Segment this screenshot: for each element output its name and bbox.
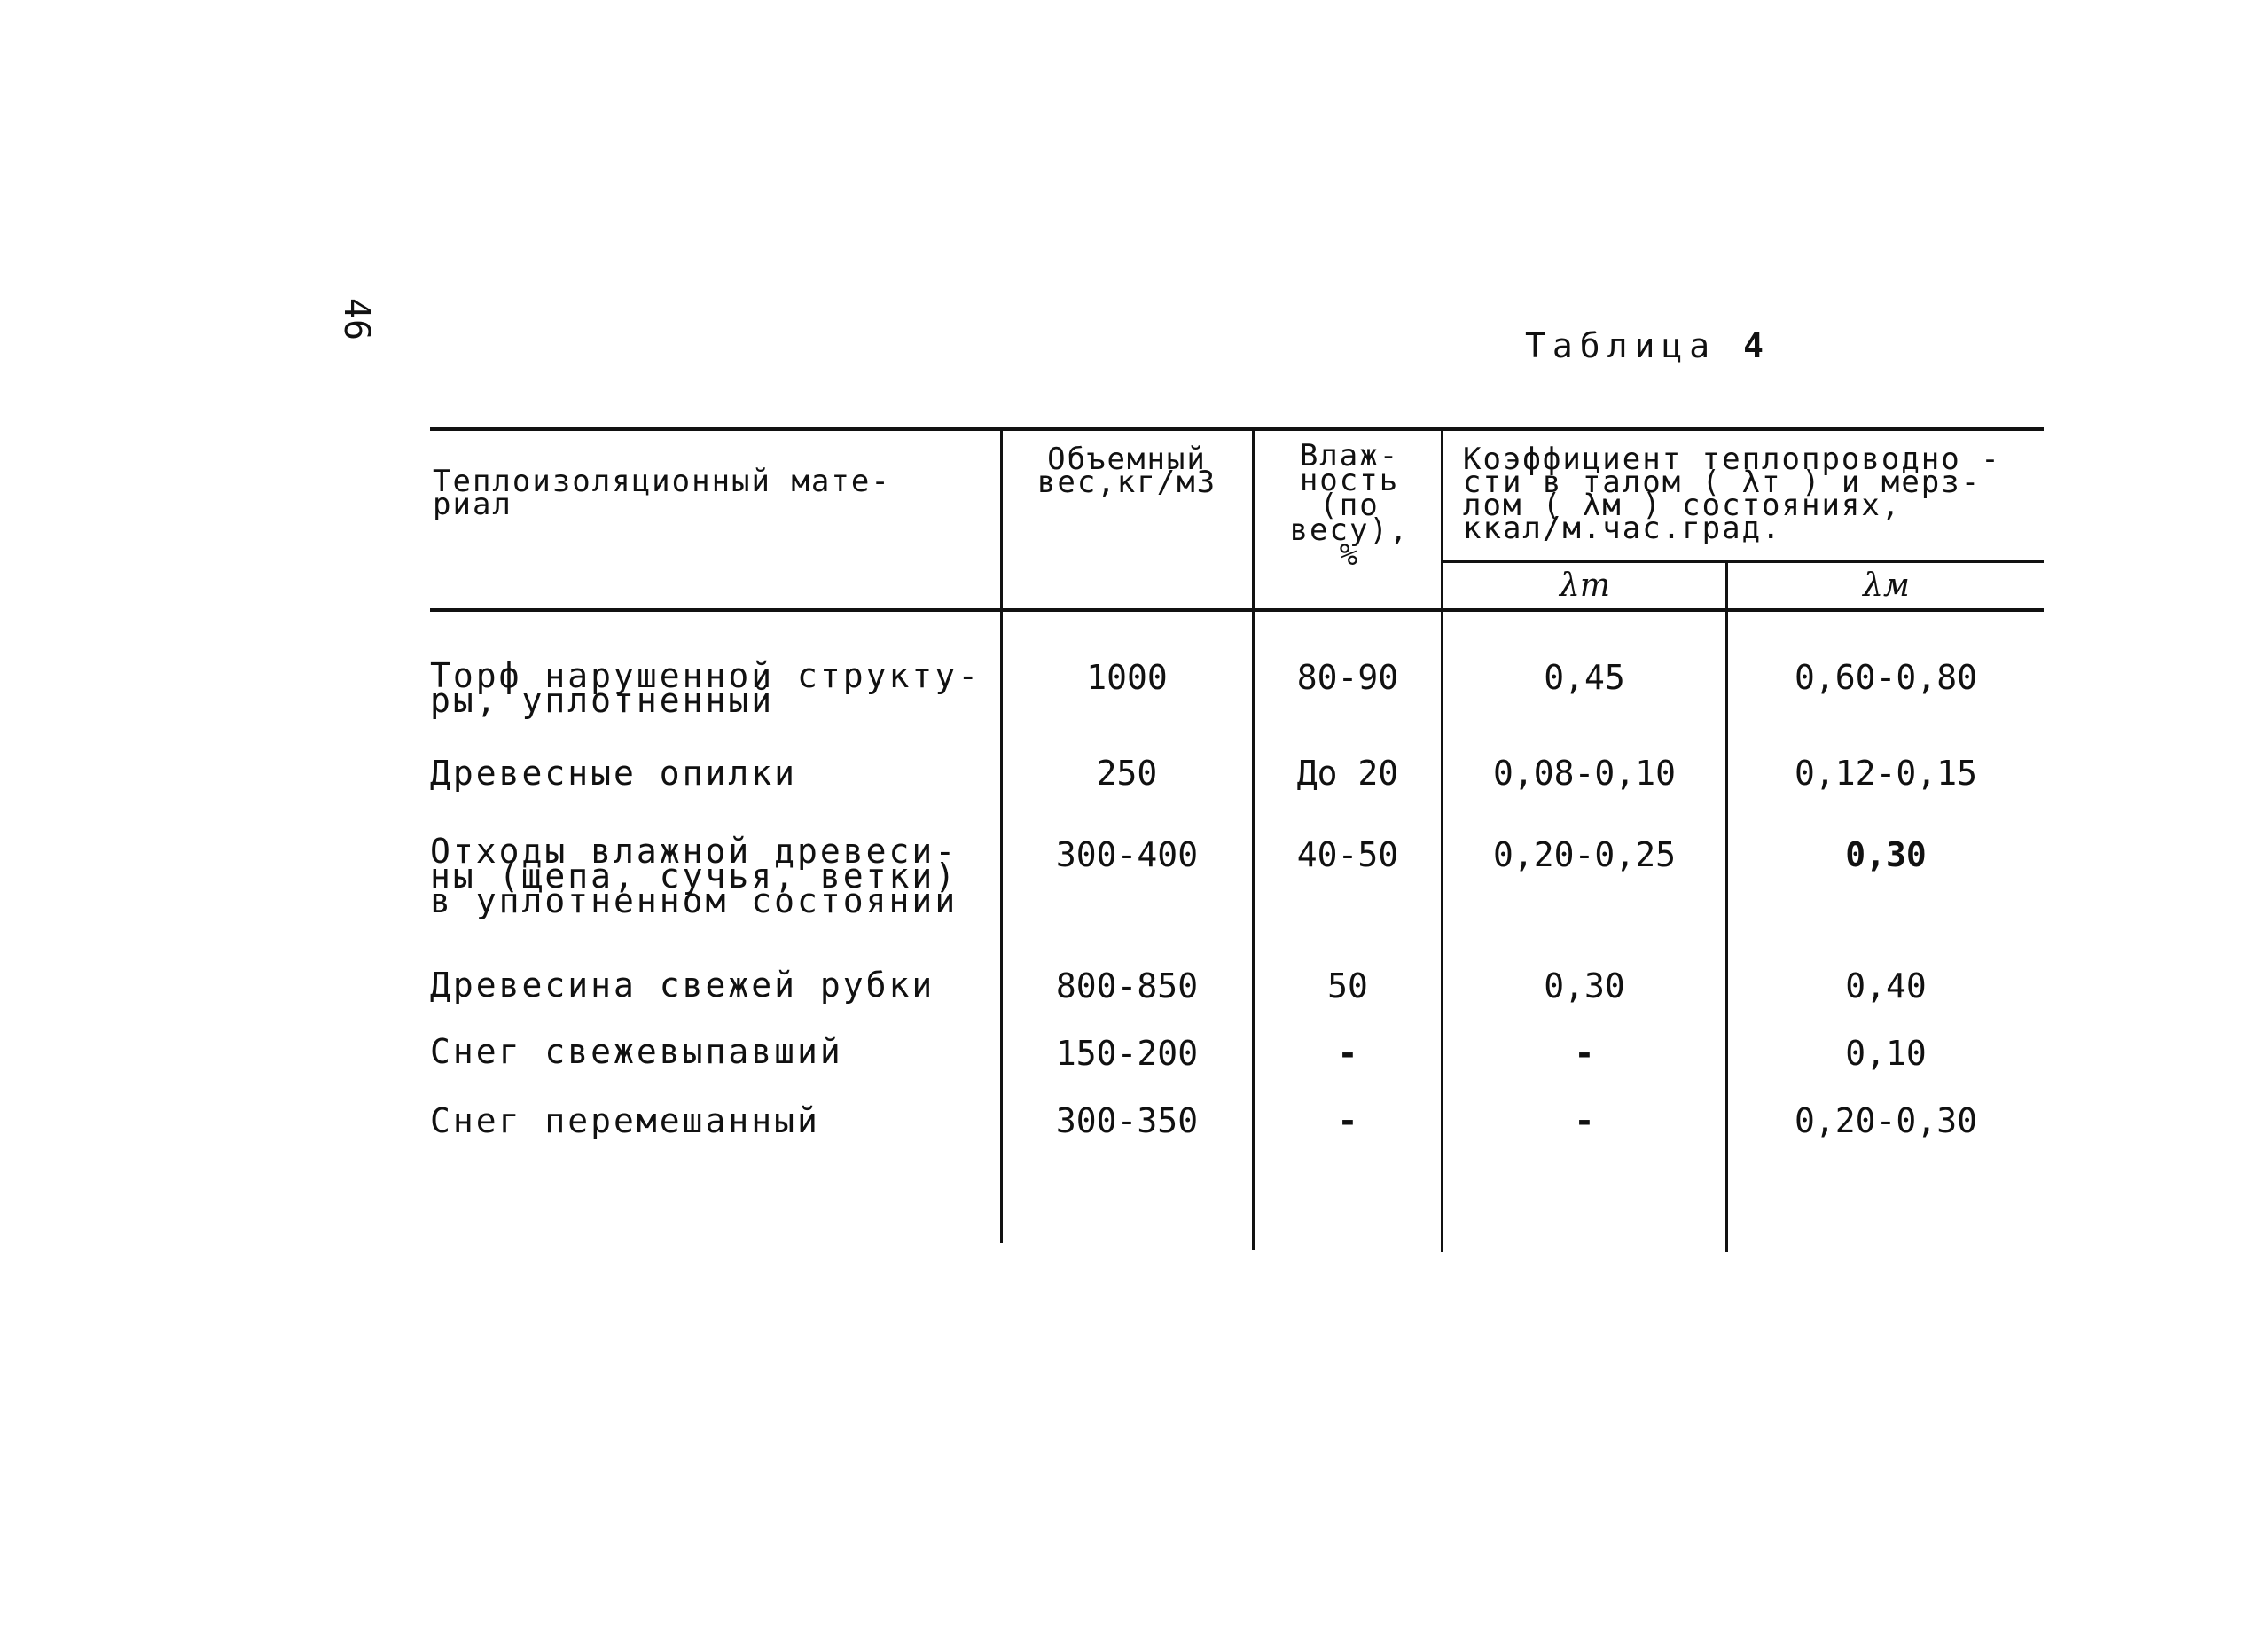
row-1-moisture: 80-90 (1296, 658, 1399, 697)
row-2-moisture: До 20 (1296, 754, 1399, 793)
row-1-lambda-t: 0,45 (1544, 658, 1625, 697)
row-2-material: Древесные опилки (430, 754, 798, 793)
row-4-moisture: 50 (1327, 966, 1368, 1005)
row-6-material: Снег перемешанный (430, 1101, 820, 1140)
header-lambda-m: λм (1863, 567, 1910, 604)
row-4-material: Древесина свежей рубки (430, 966, 935, 1005)
header-density: Объемный вес,кг/м3 (1036, 442, 1217, 500)
table-top-rule (430, 427, 2044, 431)
row-6-lambda-m: 0,20-0,30 (1795, 1101, 1977, 1140)
table-caption-label: Таблица (1525, 326, 1717, 365)
row-2-density: 250 (1096, 754, 1158, 793)
coefficient-subheader-rule (1441, 560, 2044, 563)
row-3-moisture: 40-50 (1296, 835, 1399, 874)
row-6-density: 300-350 (1055, 1101, 1199, 1140)
row-1-density: 1000 (1086, 658, 1168, 697)
page-number: 46 (336, 297, 377, 341)
row-3-lambda-t: 0,20-0,25 (1493, 835, 1676, 874)
row-1-lambda-m: 0,60-0,80 (1795, 658, 1977, 697)
row-4-density: 800-850 (1055, 966, 1199, 1005)
row-2-lambda-m: 0,12-0,15 (1795, 754, 1977, 793)
table-caption (1525, 326, 1771, 365)
row-5-moisture: - (1337, 1034, 1358, 1073)
row-6-moisture: - (1337, 1101, 1358, 1140)
row-2-lambda-t: 0,08-0,10 (1493, 754, 1676, 793)
row-3-material: Отходы влажной древеси- ны (щепа, сучья, ветки) в уплотненном состоянии (430, 832, 958, 920)
row-5-lambda-t: - (1574, 1034, 1595, 1073)
header-bottom-rule (430, 608, 2044, 612)
row-5-material: Снег свежевыпавший (430, 1032, 843, 1071)
header-coefficient: Коэффициент теплопроводно - сти в талом ( λт ) и мерз- лом ( λм ) состояниях, ккал/м.час.град. (1463, 442, 2001, 546)
header-moisture: Влаж- ность (по весу), % (1289, 438, 1410, 573)
row-3-lambda-m: 0,30 (1845, 835, 1927, 874)
row-6-lambda-t: - (1574, 1101, 1595, 1140)
row-4-lambda-t: 0,30 (1544, 966, 1625, 1005)
row-5-lambda-m: 0,10 (1845, 1034, 1927, 1073)
header-lambda-t: λт (1560, 567, 1610, 604)
row-5-density: 150-200 (1055, 1034, 1199, 1073)
table-caption-number: 4 (1743, 326, 1771, 365)
row-3-density: 300-400 (1055, 835, 1199, 874)
row-4-lambda-m: 0,40 (1845, 966, 1927, 1005)
header-material: Теплоизоляционный мате- риал (433, 464, 891, 522)
row-1-material: Торф нарушенной структу- ры, уплотненный (430, 656, 981, 720)
